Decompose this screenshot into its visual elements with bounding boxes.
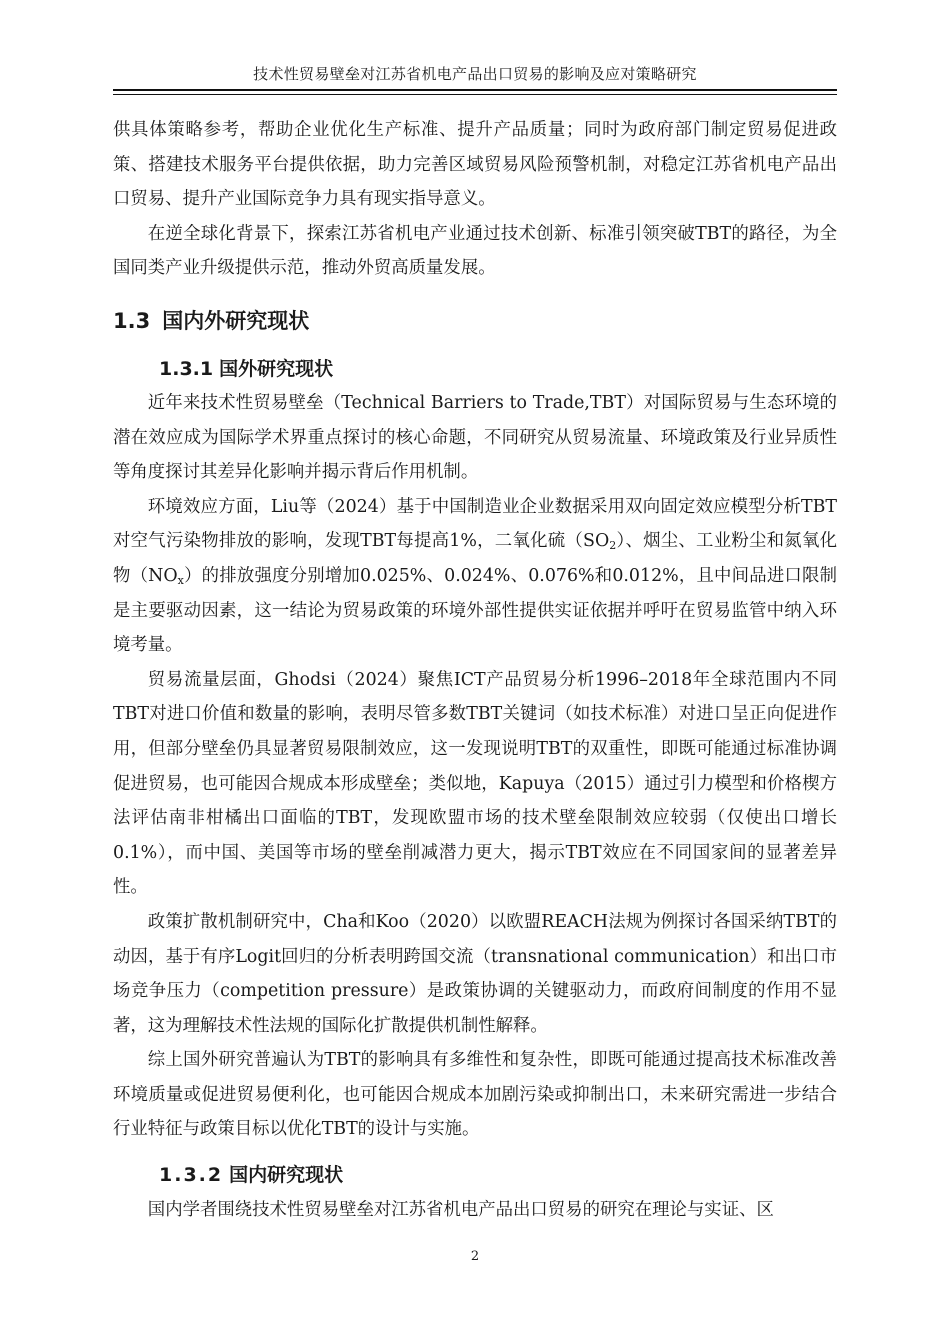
- section-heading: [113, 307, 309, 335]
- header-rule-secondary: [113, 94, 837, 95]
- section-number: 1.3: [113, 309, 151, 333]
- paragraph-text: ）、烟尘、工业粉尘和氮氧化物（NO: [113, 531, 837, 586]
- domestic-research-block: [113, 1193, 837, 1228]
- foreign-research-block: [113, 386, 837, 1147]
- paragraph: 供具体策略参考，帮助企业优化生产标准、提升产品质量；同时为政府部门制定贸易促进政策、搭建技术服务平台提供依据，助力完善区域贸易风险预警机制，对稳定江苏省机电产品出口贸易、提升产业国际竞争力具有现实指导意义。: [113, 120, 837, 210]
- running-header: 技术性贸易壁垒对江苏省机电产品出口贸易的影响及应对策略研究: [253, 65, 697, 83]
- section-title: 国内外研究现状: [162, 309, 310, 333]
- paragraph: 近年来技术性贸易壁垒（Technical Barriers to Trade,TBT）对国际贸易与生态环境的潜在效应成为国际学术界重点探讨的核心命题，不同研究从贸易流量、环境政策及行业异质性等角度探讨其差异化影响并揭示背后作用机制。: [113, 393, 837, 483]
- page-number: 2: [470, 1249, 480, 1264]
- intro-block: [113, 113, 837, 286]
- paragraph: 在逆全球化背景下，探索江苏省机电产业通过技术创新、标准引领突破TBT的路径，为全国同类产业升级提供示范，推动外贸高质量发展。: [113, 223, 837, 279]
- paragraph: 政策扩散机制研究中，Cha和Koo（2020）以欧盟REACH法规为例探讨各国采纳TBT的动因，基于有序Logit回归的分析表明跨国交流（transnational communication）和出口市场竞争压力（competition pressure）是政策协调的关键驱动力，而政府间制度的作用不显著，这为理解技术性法规的国际化扩散提供机制性解释。: [113, 911, 837, 1036]
- paragraph: 贸易流量层面，Ghodsi（2024）聚焦ICT产品贸易分析1996–2018年全球范围内不同TBT对进口价值和数量的影响，表明尽管多数TBT关键词（如技术标准）对进口呈正向促进作用，但部分壁垒仍具显著贸易限制效应，这一发现说明TBT的双重性，即既可能通过标准协调促进贸易，也可能因合规成本形成壁垒；类似地，Kapuya（2015）通过引力模型和价格楔方法评估南非柑橘出口面临的TBT，发现欧盟市场的技术壁垒限制效应较弱（仅使出口增长0.1%），而中国、美国等市场的壁垒削减潜力更大，揭示TBT效应在不同国家间的显著差异性。: [113, 669, 837, 898]
- subsection-title: 国外研究现状: [219, 358, 334, 380]
- paragraph: 综上国外研究普遍认为TBT的影响具有多维性和复杂性，即既可能通过提高技术标准改善环境质量或促进贸易便利化，也可能因合规成本加剧污染或抑制出口，未来研究需进一步结合行业特征与政策目标以优化TBT的设计与实施。: [113, 1050, 837, 1140]
- subsection-heading: [159, 356, 333, 382]
- subsection-number: 1.3.1: [159, 358, 214, 380]
- subsection-number: 1.3.2: [159, 1164, 224, 1186]
- header-rule: [113, 89, 837, 91]
- subsection-heading: [159, 1162, 343, 1188]
- subscript: 2: [609, 539, 617, 553]
- paragraph: [113, 490, 837, 663]
- subscript: x: [177, 573, 184, 587]
- subsection-title: 国内研究现状: [229, 1164, 344, 1186]
- paragraph-text: 环境效应方面，Liu等（2024）基于中国制造业企业数据采用双向固定效应模型分析TBT对空气污染物排放的影响，发现TBT每提高1%，二氧化硫（SO: [113, 496, 837, 552]
- paragraph: 国内学者围绕技术性贸易壁垒对江苏省机电产品出口贸易的研究在理论与实证、区: [147, 1200, 774, 1220]
- paragraph-text: ）的排放强度分别增加0.025%、0.024%、0.076%和0.012%，且中间品进口限制是主要驱动因素，这一结论为贸易政策的环境外部性提供实证依据并呼吁在贸易监管中纳入环境考量。: [113, 565, 837, 656]
